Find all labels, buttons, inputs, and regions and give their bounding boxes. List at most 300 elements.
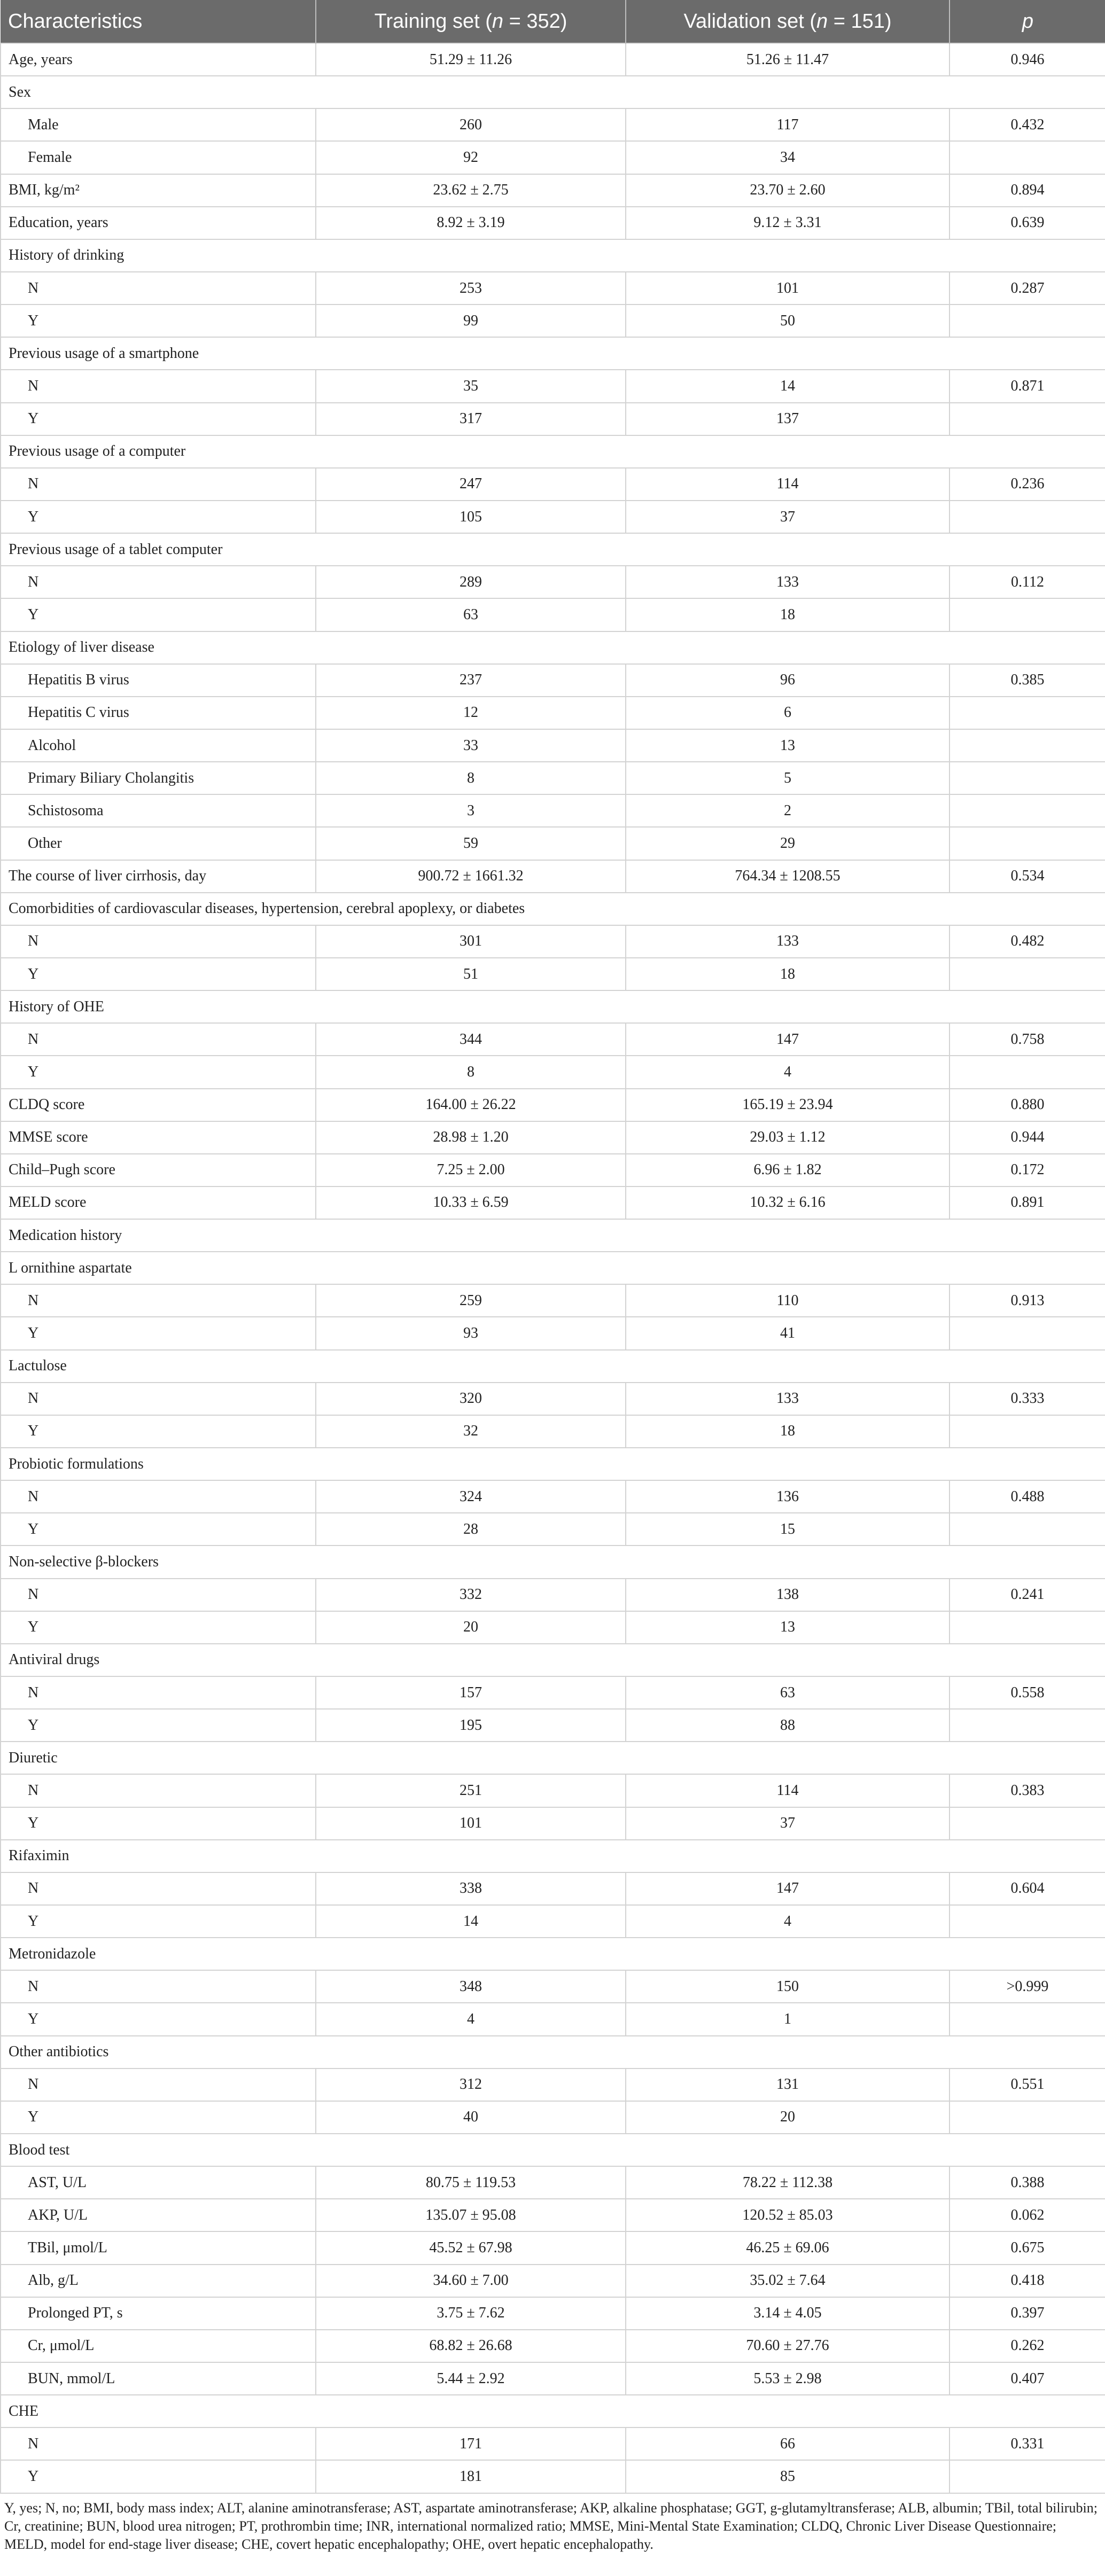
table-row [1,697,1105,729]
training-value: 28 [316,1513,626,1545]
validation-value: 150 [626,1970,950,2003]
table-row [1,1383,1105,1415]
training-value: 289 [316,566,626,598]
section-label: Rifaximin [1,1840,1105,1872]
row-label: N [1,370,316,402]
row-label: N [1,272,316,305]
validation-value: 5.53 ± 2.98 [626,2362,950,2395]
table-row [1,1676,1105,1709]
validation-value: 85 [626,2460,950,2493]
row-label: Y [1,598,316,631]
table-row [1,108,1105,141]
section-label: Non-selective β-blockers [1,1545,1105,1578]
training-value: 14 [316,1905,626,1938]
validation-value: 13 [626,1611,950,1644]
table-row [1,2101,1105,2134]
row-label: AST, U/L [1,2166,316,2199]
row-label: Prolonged PT, s [1,2297,316,2330]
training-value: 28.98 ± 1.20 [316,1121,626,1154]
section-row [1,1252,1105,1284]
table-row [1,2068,1105,2101]
header-validation-n: n [816,10,828,33]
validation-value: 29 [626,827,950,860]
validation-value: 137 [626,403,950,435]
p-value: 0.482 [950,925,1105,958]
p-value: 0.331 [950,2427,1105,2460]
validation-value: 165.19 ± 23.94 [626,1089,950,1121]
row-label: N [1,2068,316,2101]
table-header-row [1,0,1105,43]
table-row [1,1611,1105,1644]
table-row [1,1056,1105,1088]
validation-value: 88 [626,1709,950,1742]
table-row [1,794,1105,827]
training-value: 7.25 ± 2.00 [316,1154,626,1186]
table-row [1,1089,1105,1121]
p-value: 0.388 [950,2166,1105,2199]
validation-value: 5 [626,762,950,794]
validation-value: 63 [626,1676,950,1709]
p-value: 0.604 [950,1872,1105,1905]
training-value: 99 [316,305,626,337]
p-value [950,729,1105,762]
row-label: Y [1,1709,316,1742]
validation-value: 110 [626,1284,950,1317]
p-value [950,501,1105,533]
table-row [1,664,1105,697]
section-row [1,1644,1105,1676]
table-row [1,1154,1105,1186]
row-label: N [1,468,316,501]
p-value [950,2101,1105,2134]
header-training-set [316,0,626,43]
section-label: Previous usage of a tablet computer [1,533,1105,566]
p-value [950,1056,1105,1088]
training-value: 900.72 ± 1661.32 [316,860,626,893]
training-value: 12 [316,697,626,729]
row-label: Y [1,2101,316,2134]
training-value: 5.44 ± 2.92 [316,2362,626,2395]
row-label: Y [1,1905,316,1938]
row-label: N [1,1579,316,1611]
table-row [1,272,1105,305]
training-value: 247 [316,468,626,501]
table-row [1,468,1105,501]
validation-value: 133 [626,925,950,958]
p-value: 0.894 [950,174,1105,207]
training-value: 171 [316,2427,626,2460]
training-value: 45.52 ± 67.98 [316,2231,626,2264]
table-row [1,2265,1105,2297]
table-row [1,43,1105,76]
validation-value: 37 [626,1807,950,1840]
validation-value: 70.60 ± 27.76 [626,2330,950,2362]
header-characteristics: Characteristics [1,0,316,43]
p-value [950,1807,1105,1840]
validation-value: 18 [626,1415,950,1448]
table-row [1,1284,1105,1317]
table-row [1,762,1105,794]
p-value: 0.871 [950,370,1105,402]
table-row [1,1186,1105,1219]
validation-value: 66 [626,2427,950,2460]
p-value: 0.418 [950,2265,1105,2297]
training-value: 23.62 ± 2.75 [316,174,626,207]
p-value: 0.946 [950,43,1105,76]
training-value: 338 [316,1872,626,1905]
validation-value: 15 [626,1513,950,1545]
validation-value: 9.12 ± 3.31 [626,207,950,239]
validation-value: 23.70 ± 2.60 [626,174,950,207]
row-label: N [1,925,316,958]
section-label: Lactulose [1,1350,1105,1383]
training-value: 51.29 ± 11.26 [316,43,626,76]
table-row [1,1774,1105,1807]
p-value: 0.236 [950,468,1105,501]
validation-value: 96 [626,664,950,697]
validation-value: 147 [626,1023,950,1056]
row-label: N [1,1872,316,1905]
row-label: Y [1,1611,316,1644]
row-label: N [1,1676,316,1709]
validation-value: 101 [626,272,950,305]
row-label: Education, years [1,207,316,239]
validation-value: 1 [626,2003,950,2035]
row-label: Y [1,1415,316,1448]
p-value [950,794,1105,827]
section-row [1,1742,1105,1774]
section-label: Probiotic formulations [1,1448,1105,1480]
validation-value: 114 [626,1774,950,1807]
training-value: 135.07 ± 95.08 [316,2199,626,2231]
p-value [950,958,1105,990]
header-training-n: n [492,10,504,33]
row-label: Schistosoma [1,794,316,827]
table-row [1,2199,1105,2231]
table-row [1,1970,1105,2003]
training-value: 68.82 ± 26.68 [316,2330,626,2362]
validation-value: 78.22 ± 112.38 [626,2166,950,2199]
p-value: 0.558 [950,1676,1105,1709]
training-value: 8 [316,1056,626,1088]
training-value: 181 [316,2460,626,2493]
header-training-suffix: = 352) [503,10,567,33]
table-row [1,1480,1105,1513]
section-label: Etiology of liver disease [1,631,1105,664]
header-validation-suffix: = 151) [828,10,892,33]
validation-value: 18 [626,598,950,631]
p-value [950,1905,1105,1938]
section-label: History of drinking [1,239,1105,272]
table-row [1,2297,1105,2330]
validation-value: 37 [626,501,950,533]
training-value: 301 [316,925,626,958]
section-row [1,893,1105,925]
row-label: TBil, μmol/L [1,2231,316,2264]
table-footnote: Y, yes; N, no; BMI, body mass index; ALT, alanine aminotransferase; AST, aspartate aminotransferase; AKP, alkaline phosphatase; GGT, g-glutamyltransferase; ALB, albumin; TBil, total bilirubin; Cr, creatinine; BUN, blood urea nitrogen; PT, prothrombin time; INR, international normalized ratio; MMSE, Mini-Mental State Examination; CLDQ, Chronic Liver Disease Questionnaire; MELD, model for end-stage liver disease; CHE, covert hepatic encephalopathy; OHE, overt hepatic encephalopathy. [4,2500,1098,2552]
row-label: Child–Pugh score [1,1154,316,1186]
section-row [1,1840,1105,1872]
p-value: 0.432 [950,108,1105,141]
p-value: 0.172 [950,1154,1105,1186]
p-value [950,762,1105,794]
p-value [950,2003,1105,2035]
p-value: 0.241 [950,1579,1105,1611]
table-row [1,2362,1105,2395]
table-row [1,305,1105,337]
table-row [1,1709,1105,1742]
training-value: 3 [316,794,626,827]
validation-value: 117 [626,108,950,141]
validation-value: 131 [626,2068,950,2101]
training-value: 40 [316,2101,626,2134]
table-row [1,1579,1105,1611]
table-row [1,174,1105,207]
validation-value: 136 [626,1480,950,1513]
validation-value: 114 [626,468,950,501]
header-validation-prefix: Validation set ( [683,10,817,33]
section-label: Blood test [1,2134,1105,2166]
validation-value: 13 [626,729,950,762]
table-row [1,2330,1105,2362]
p-value: 0.062 [950,2199,1105,2231]
p-value: 0.385 [950,664,1105,697]
validation-value: 50 [626,305,950,337]
row-label: Y [1,501,316,533]
row-label: The course of liver cirrhosis, day [1,860,316,893]
table-row [1,1872,1105,1905]
p-value [950,1317,1105,1349]
validation-value: 764.34 ± 1208.55 [626,860,950,893]
validation-value: 147 [626,1872,950,1905]
training-value: 8 [316,762,626,794]
p-value [950,403,1105,435]
training-value: 157 [316,1676,626,1709]
training-value: 10.33 ± 6.59 [316,1186,626,1219]
p-value [950,827,1105,860]
training-value: 92 [316,141,626,174]
table-row [1,827,1105,860]
training-value: 51 [316,958,626,990]
section-label: L ornithine aspartate [1,1252,1105,1284]
table-row [1,958,1105,990]
p-value: 0.758 [950,1023,1105,1056]
validation-value: 18 [626,958,950,990]
p-value [950,141,1105,174]
table-row [1,207,1105,239]
training-value: 3.75 ± 7.62 [316,2297,626,2330]
row-label: N [1,566,316,598]
table-body [1,43,1105,2493]
section-row [1,533,1105,566]
section-label: Previous usage of a smartphone [1,337,1105,370]
p-value: 0.383 [950,1774,1105,1807]
training-value: 312 [316,2068,626,2101]
training-value: 101 [316,1807,626,1840]
p-value: 0.534 [950,860,1105,893]
row-label: Y [1,403,316,435]
validation-value: 34 [626,141,950,174]
table-row [1,1317,1105,1349]
section-label: Antiviral drugs [1,1644,1105,1676]
training-value: 33 [316,729,626,762]
row-label: Female [1,141,316,174]
row-label: Hepatitis C virus [1,697,316,729]
row-label: Male [1,108,316,141]
row-label: N [1,1383,316,1415]
table-row [1,566,1105,598]
section-row [1,1350,1105,1383]
p-value: 0.488 [950,1480,1105,1513]
row-label: Y [1,1513,316,1545]
header-p-label: p [1022,10,1034,33]
validation-value: 120.52 ± 85.03 [626,2199,950,2231]
validation-value: 6 [626,697,950,729]
row-label: Y [1,2003,316,2035]
training-value: 20 [316,1611,626,1644]
p-value [950,1513,1105,1545]
row-label: N [1,1970,316,2003]
table-row [1,1513,1105,1545]
row-label: N [1,1774,316,1807]
section-label: Comorbidities of cardiovascular diseases, hypertension, cerebral apoplexy, or diabetes [1,893,1105,925]
training-value: 4 [316,2003,626,2035]
p-value: 0.397 [950,2297,1105,2330]
section-row [1,2134,1105,2166]
section-row [1,1448,1105,1480]
row-label: BMI, kg/m² [1,174,316,207]
training-value: 34.60 ± 7.00 [316,2265,626,2297]
section-row [1,239,1105,272]
row-label: Primary Biliary Cholangitis [1,762,316,794]
section-row [1,990,1105,1023]
p-value: 0.639 [950,207,1105,239]
validation-value: 6.96 ± 1.82 [626,1154,950,1186]
row-label: Y [1,1056,316,1088]
section-label: Diuretic [1,1742,1105,1774]
validation-value: 41 [626,1317,950,1349]
validation-value: 4 [626,1905,950,1938]
training-value: 324 [316,1480,626,1513]
table-row [1,1807,1105,1840]
section-row [1,337,1105,370]
validation-value: 14 [626,370,950,402]
training-value: 195 [316,1709,626,1742]
header-validation-set [626,0,950,43]
section-label: Previous usage of a computer [1,435,1105,468]
training-value: 8.92 ± 3.19 [316,207,626,239]
p-value: 0.675 [950,2231,1105,2264]
table-row [1,1023,1105,1056]
validation-value: 133 [626,566,950,598]
validation-value: 20 [626,2101,950,2134]
row-label: Hepatitis B virus [1,664,316,697]
row-label: Alcohol [1,729,316,762]
table-row [1,2427,1105,2460]
p-value: 0.891 [950,1186,1105,1219]
training-value: 317 [316,403,626,435]
p-value [950,697,1105,729]
section-row [1,1938,1105,1970]
row-label: Y [1,305,316,337]
training-value: 344 [316,1023,626,1056]
training-value: 332 [316,1579,626,1611]
training-value: 260 [316,108,626,141]
section-row [1,76,1105,108]
validation-value: 35.02 ± 7.64 [626,2265,950,2297]
table-row [1,598,1105,631]
p-value: 0.287 [950,272,1105,305]
table-row [1,501,1105,533]
section-label: CHE [1,2395,1105,2427]
table-row [1,729,1105,762]
header-p-value [950,0,1105,43]
p-value: 0.407 [950,2362,1105,2395]
row-label: Y [1,2460,316,2493]
training-value: 59 [316,827,626,860]
training-value: 348 [316,1970,626,2003]
section-label: Other antibiotics [1,2036,1105,2068]
validation-value: 29.03 ± 1.12 [626,1121,950,1154]
row-label: N [1,2427,316,2460]
training-value: 251 [316,1774,626,1807]
p-value [950,1709,1105,1742]
p-value: 0.262 [950,2330,1105,2362]
training-value: 35 [316,370,626,402]
row-label: Y [1,1317,316,1349]
p-value [950,598,1105,631]
p-value: 0.913 [950,1284,1105,1317]
p-value: >0.999 [950,1970,1105,2003]
section-row [1,1219,1105,1252]
p-value [950,1611,1105,1644]
table-row [1,860,1105,893]
training-value: 164.00 ± 26.22 [316,1089,626,1121]
training-value: 237 [316,664,626,697]
table-row [1,2003,1105,2035]
row-label: BUN, mmol/L [1,2362,316,2395]
table-row [1,1121,1105,1154]
row-label: Y [1,958,316,990]
row-label: Alb, g/L [1,2265,316,2297]
validation-value: 133 [626,1383,950,1415]
row-label: MELD score [1,1186,316,1219]
validation-value: 3.14 ± 4.05 [626,2297,950,2330]
section-label: Metronidazole [1,1938,1105,1970]
row-label: N [1,1480,316,1513]
row-label: N [1,1023,316,1056]
training-value: 80.75 ± 119.53 [316,2166,626,2199]
section-row [1,435,1105,468]
p-value: 0.112 [950,566,1105,598]
row-label: Y [1,1807,316,1840]
section-row [1,1545,1105,1578]
p-value: 0.880 [950,1089,1105,1121]
row-label: Cr, μmol/L [1,2330,316,2362]
row-label: Age, years [1,43,316,76]
header-training-prefix: Training set ( [374,10,492,33]
table-row [1,1905,1105,1938]
p-value [950,1415,1105,1448]
table-row [1,403,1105,435]
p-value [950,305,1105,337]
row-label: AKP, U/L [1,2199,316,2231]
table-row [1,141,1105,174]
row-label: Other [1,827,316,860]
section-label: Sex [1,76,1105,108]
p-value: 0.333 [950,1383,1105,1415]
training-value: 32 [316,1415,626,1448]
